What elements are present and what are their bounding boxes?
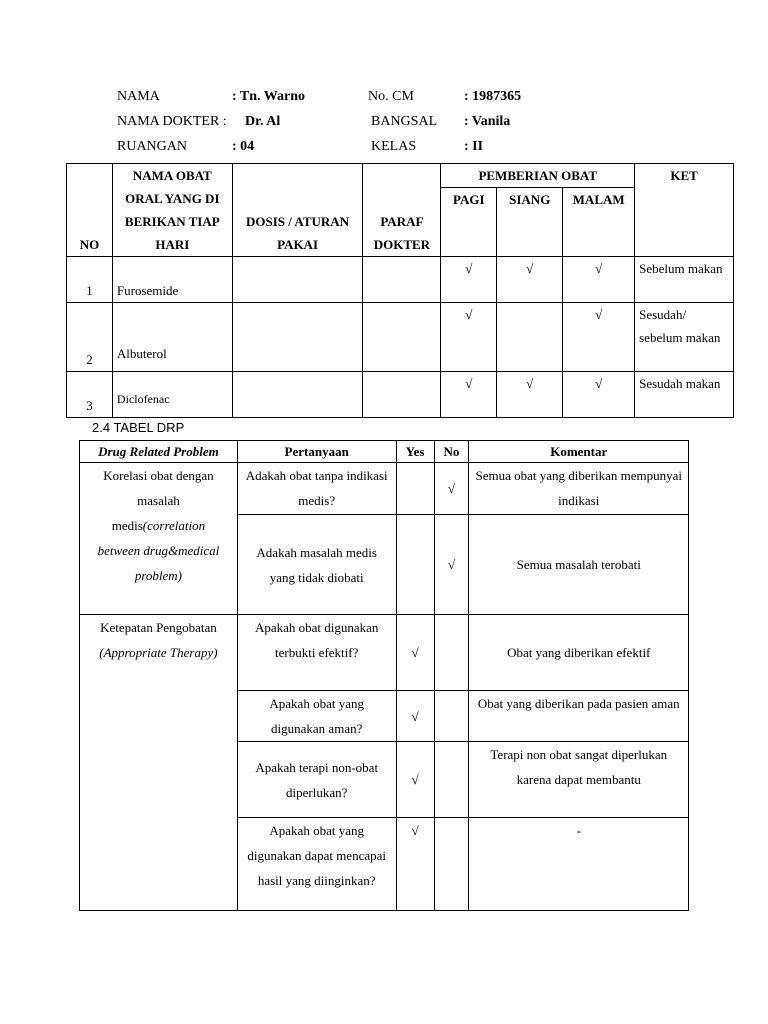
row-ket: Sesudah/ sebelum makan (635, 303, 734, 372)
problem-cell (80, 463, 238, 615)
row-ket: Sesudah makan (635, 372, 734, 418)
row-no: 3 (67, 372, 113, 418)
dokter-value: Dr. Al (245, 114, 281, 129)
yes-check: √ (396, 742, 434, 818)
no-check (434, 691, 469, 742)
header-siang: SIANG (497, 188, 563, 257)
row-dosis (232, 372, 363, 418)
yes-check (396, 515, 434, 615)
no-cm-label: No. CM (368, 89, 414, 104)
row-pagi-check: √ (441, 257, 497, 303)
header-dosis: DOSIS / ATURAN PAKAI (232, 164, 363, 257)
question: Adakah masalah medis yang tidak diobati (237, 515, 396, 615)
comment: Obat yang diberikan efektif (469, 615, 689, 691)
question: Apakah obat yang digunakan aman? (237, 691, 396, 742)
ruangan-label: RUANGAN (117, 139, 187, 154)
table-row (80, 615, 689, 691)
drp-table (79, 440, 689, 911)
row-paraf (363, 303, 441, 372)
header-ket: KET (635, 164, 734, 257)
question: Apakah obat yang digunakan dapat mencapai hasil yang diinginkan? (237, 818, 396, 911)
row-obat: Furosemide (112, 257, 232, 303)
row-siang-check: √ (497, 372, 563, 418)
comment: Semua masalah terobati (469, 515, 689, 615)
yes-check: √ (396, 691, 434, 742)
header-malam: MALAM (563, 188, 635, 257)
no-check (434, 818, 469, 911)
dokter-label: NAMA DOKTER : (117, 114, 227, 129)
row-obat: Albuterol (112, 303, 232, 372)
nama-label: NAMA (117, 89, 160, 104)
header-pagi: PAGI (441, 188, 497, 257)
no-cm-value: : 1987365 (464, 89, 522, 104)
row-siang-check (497, 303, 563, 372)
no-check (434, 615, 469, 691)
row-obat: Diclofenac (112, 372, 232, 418)
bangsal-value: : Vanila (464, 114, 511, 129)
problem-label: Ketepatan Pengobatan (100, 620, 217, 635)
no-check (434, 742, 469, 818)
kelas-label: KELAS (371, 139, 417, 154)
row-ket: Sebelum makan (635, 257, 734, 303)
yes-check: √ (396, 615, 434, 691)
table-row (80, 463, 689, 515)
row-dosis (232, 303, 363, 372)
table-row (67, 257, 734, 303)
comment: - (469, 818, 689, 911)
row-pagi-check: √ (441, 372, 497, 418)
question: Adakah obat tanpa indikasi medis? (237, 463, 396, 515)
nama-value: : Tn. Warno (232, 89, 306, 104)
table-row (67, 372, 734, 418)
ruangan-value: : 04 (232, 139, 255, 154)
problem-label: Korelasi obat dengan masalah medis (103, 468, 214, 533)
yes-check: √ (396, 818, 434, 911)
problem-label-italic: (Appropriate Therapy) (99, 645, 218, 660)
row-paraf (363, 257, 441, 303)
row-siang-check: √ (497, 257, 563, 303)
row-pagi-check: √ (441, 303, 497, 372)
header-nama-obat: NAMA OBAT ORAL YANG DI BERIKAN TIAP HARI (112, 164, 232, 257)
comment: Semua obat yang diberikan mempunyai indikasi (469, 463, 689, 515)
header-problem: Drug Related Problem (80, 441, 238, 463)
header-pertanyaan: Pertanyaan (237, 441, 396, 463)
row-no: 1 (67, 257, 113, 303)
question: Apakah terapi non-obat diperlukan? (237, 742, 396, 818)
question: Apakah obat digunakan terbukti efektif? (237, 615, 396, 691)
problem-cell (80, 615, 238, 911)
kelas-value: : II (464, 139, 484, 154)
comment: Obat yang diberikan pada pasien aman (469, 691, 689, 742)
bangsal-label: BANGSAL (371, 114, 438, 129)
row-paraf (363, 372, 441, 418)
yes-check (396, 463, 434, 515)
row-no: 2 (67, 303, 113, 372)
no-check: √ (434, 463, 469, 515)
no-check: √ (434, 515, 469, 615)
drp-caption: 2.4 TABEL DRP (92, 420, 185, 435)
header-yes: Yes (396, 441, 434, 463)
header-komentar: Komentar (469, 441, 689, 463)
problem-label-italic: (correlation between drug&medical problem) (97, 518, 220, 583)
header-no: NO (67, 164, 113, 257)
table-row (67, 303, 734, 372)
row-malam-check: √ (563, 303, 635, 372)
row-malam-check: √ (563, 372, 635, 418)
header-no-col: No (434, 441, 469, 463)
row-malam-check: √ (563, 257, 635, 303)
row-dosis (232, 257, 363, 303)
header-paraf: PARAF DOKTER (363, 164, 441, 257)
header-pemberian: PEMBERIAN OBAT (441, 164, 635, 188)
medication-table (66, 163, 734, 418)
comment: Terapi non obat sangat diperlukan karena dapat membantu (469, 742, 689, 818)
